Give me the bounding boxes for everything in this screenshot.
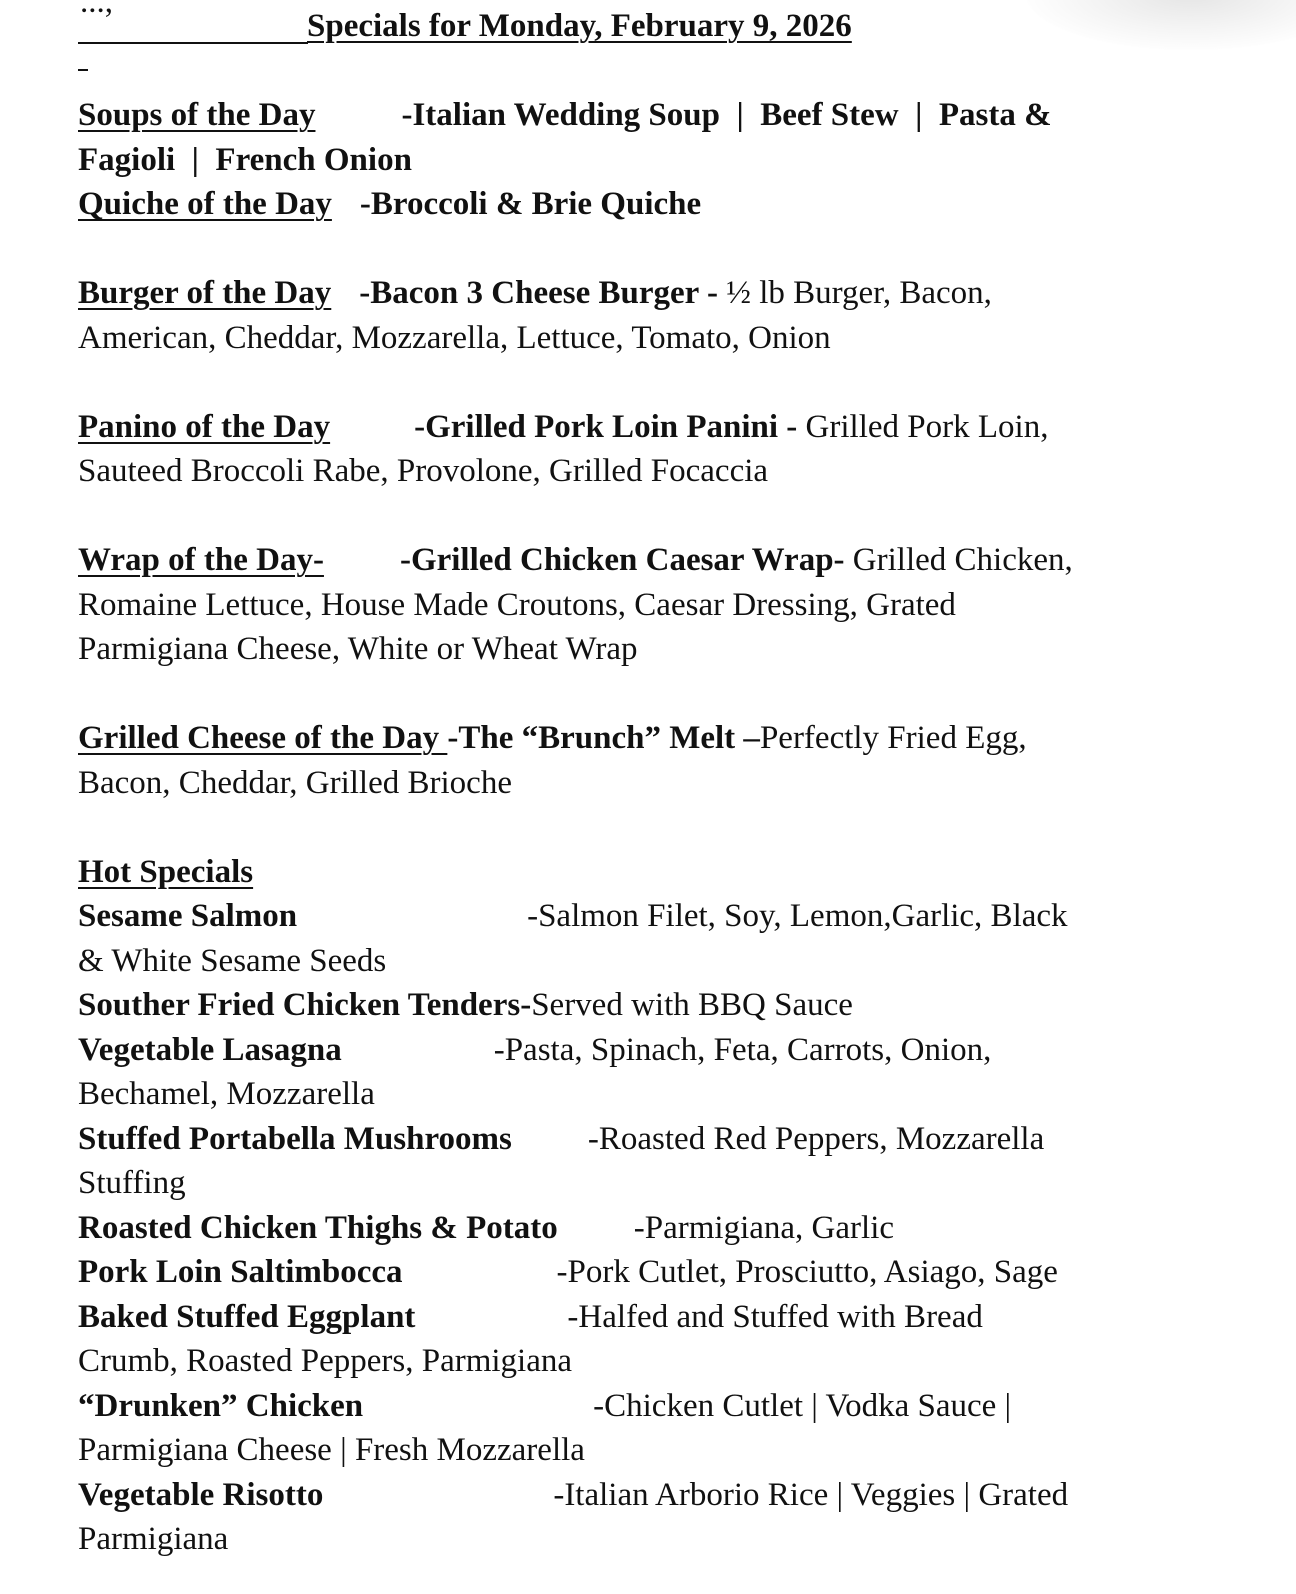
hot-item-desc: -Roasted Red Peppers, Mozzarella xyxy=(587,1120,1045,1157)
hot-item-desc-continued: & White Sesame Seeds xyxy=(78,942,387,979)
hot-item-desc-continued: Crumb, Roasted Peppers, Parmigiana xyxy=(78,1343,573,1379)
wrap-label: Wrap of the Day- xyxy=(78,542,324,578)
grilled-cheese-line-1 xyxy=(78,716,1228,761)
hot-item-name: Roasted Chicken Thighs & Potato xyxy=(78,1209,558,1246)
hot-item-name: Stuffed Portabella Mushrooms xyxy=(78,1120,512,1157)
burger-label: Burger of the Day xyxy=(78,275,332,311)
panino-desc-2: Sauteed Broccoli Rabe, Provolone, Grilled Focaccia xyxy=(78,453,769,489)
hot-item-desc: -Chicken Cutlet | Vodka Sauce | xyxy=(593,1387,1012,1424)
title-row xyxy=(78,4,1228,49)
hot-item-name: Vegetable Risotto xyxy=(78,1476,324,1513)
wrap-desc-2: Romaine Lettuce, House Made Croutons, Caesar Dressing, Grated xyxy=(78,586,956,623)
quiche-label: Quiche of the Day xyxy=(78,186,332,222)
hot-item-name: Sesame Salmon xyxy=(78,898,298,934)
hot-item-portabella xyxy=(78,1117,1228,1162)
hot-item-desc: -Italian Arborio Rice | Veggies | Grated xyxy=(553,1476,1069,1513)
hot-item-chicken-thighs xyxy=(78,1206,1228,1251)
hot-item-name: Vegetable Lasagna xyxy=(78,1031,342,1068)
soups-items: -Italian Wedding Soup | Beef Stew | Pasta & xyxy=(401,97,1052,133)
hot-item-name: Baked Stuffed Eggplant xyxy=(78,1298,416,1335)
hot-item-sesame-salmon xyxy=(78,894,1228,939)
hot-item-name: Souther Fried Chicken Tenders- xyxy=(78,987,532,1023)
wrap-desc-1: Grilled Chicken, xyxy=(852,542,1073,578)
wrap-desc-3: Parmigiana Cheese, White or Wheat Wrap xyxy=(78,631,638,667)
grilled-cheese-name: -The “Brunch” Melt – xyxy=(447,720,760,756)
wrap-name: -Grilled Chicken Caesar Wrap- xyxy=(399,542,853,578)
hot-item-name: “Drunken” Chicken xyxy=(78,1387,364,1424)
hot-item-name: Pork Loin Saltimbocca xyxy=(78,1254,403,1290)
cropped-text-fragment: ..., xyxy=(80,0,113,20)
soups-line-1 xyxy=(78,93,1228,138)
hot-item-desc: -Halfed and Stuffed with Bread xyxy=(567,1298,983,1335)
hot-item-risotto xyxy=(78,1473,1228,1518)
hot-item-vegetable-lasagna xyxy=(78,1028,1228,1073)
panino-desc-1: Grilled Pork Loin, xyxy=(805,408,1049,445)
grilled-cheese-desc-1: Perfectly Fried Egg, xyxy=(759,720,1027,756)
specials-document xyxy=(78,4,1228,1562)
soups-label: Soups of the Day xyxy=(78,97,316,133)
hot-item-desc-continued: Parmigiana xyxy=(78,1521,229,1557)
hot-item-desc: Served with BBQ Sauce xyxy=(531,987,853,1023)
burger-name: -Bacon 3 Cheese Burger - xyxy=(359,275,727,311)
quiche-item: -Broccoli & Brie Quiche xyxy=(359,186,702,222)
burger-desc-1: ½ lb Burger, Bacon, xyxy=(726,275,992,311)
hot-item-saltimbocca xyxy=(78,1250,1228,1295)
quiche-line xyxy=(78,182,1228,227)
grilled-cheese-label: Grilled Cheese of the Day xyxy=(78,720,448,756)
title-underline-rule xyxy=(78,42,308,44)
grilled-cheese-desc-2: Bacon, Cheddar, Grilled Brioche xyxy=(78,764,512,801)
stray-dash xyxy=(78,49,1228,94)
hot-specials-heading: Hot Specials xyxy=(78,853,254,890)
hot-item-chicken-tenders xyxy=(78,983,1228,1028)
page-title: Specials for Monday, February 9, 2026 xyxy=(307,8,852,44)
burger-line-1 xyxy=(78,271,1228,316)
panino-line-1 xyxy=(78,405,1228,450)
panino-name: -Grilled Pork Loin Panini - xyxy=(414,408,806,445)
soups-line-2: Fagioli | French Onion xyxy=(78,141,412,178)
hot-item-desc: -Pasta, Spinach, Feta, Carrots, Onion, xyxy=(493,1031,992,1068)
wrap-line-1 xyxy=(78,538,1228,583)
hot-item-desc: -Parmigiana, Garlic xyxy=(633,1209,895,1246)
hot-item-desc: -Salmon Filet, Soy, Lemon,Garlic, Black xyxy=(527,898,1068,934)
hot-item-desc-continued: Stuffing xyxy=(78,1165,186,1201)
hot-item-eggplant xyxy=(78,1295,1228,1340)
hot-item-desc: -Pork Cutlet, Prosciutto, Asiago, Sage xyxy=(556,1254,1058,1290)
burger-desc-2: American, Cheddar, Mozzarella, Lettuce, Tomato, Onion xyxy=(78,319,831,356)
hot-item-desc-continued: Parmigiana Cheese | Fresh Mozzarella xyxy=(78,1432,585,1468)
hot-item-drunken-chicken xyxy=(78,1384,1228,1429)
panino-label: Panino of the Day xyxy=(78,408,331,445)
hot-item-desc-continued: Bechamel, Mozzarella xyxy=(78,1076,375,1112)
